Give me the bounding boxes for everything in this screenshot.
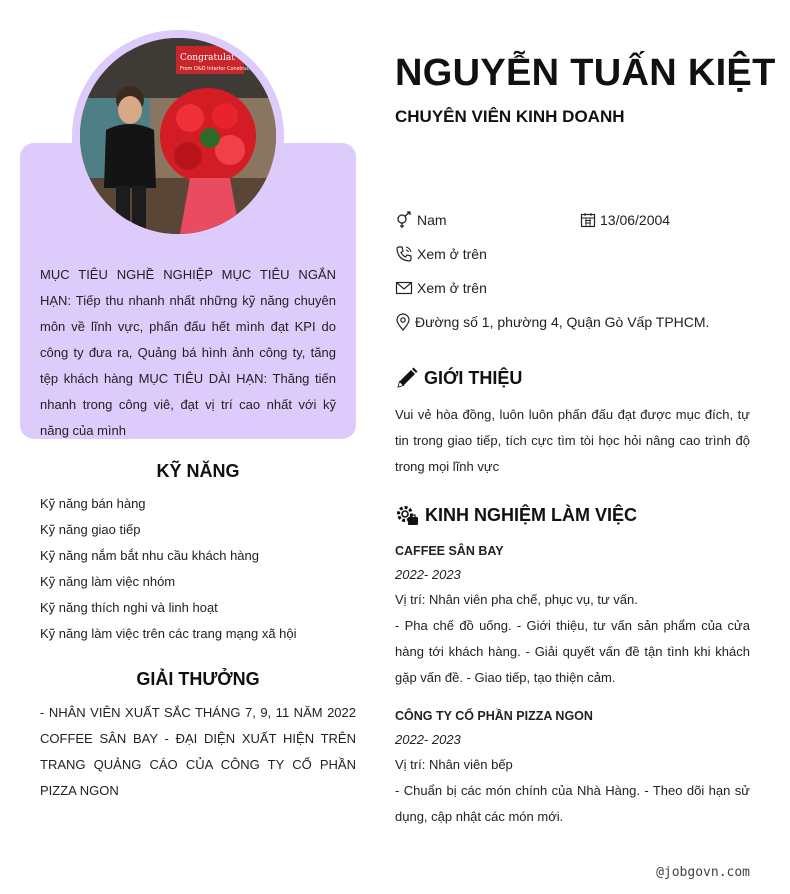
banner-text: Congratulat: [180, 53, 235, 63]
avatar-photo: [80, 38, 276, 234]
address-value: Đường số 1, phường 4, Quận Gò Vấp TPHCM.: [415, 314, 710, 330]
banner-subtext: From D&D Interior Construction: [180, 66, 259, 72]
phone-value: Xem ở trên: [417, 246, 487, 262]
phone-icon: [395, 245, 413, 263]
career-objective: MỤC TIÊU NGHỀ NGHIỆP MỤC TIÊU NGẮN HẠN: Tiếp thu nhanh nhất những kỹ năng chuyên môn về lĩnh vực, phấn đấu hết mình đạt KPI do công ty đưa ra, Quảng bá hình ảnh công ty, tăng tệp khách hàng MỤC TIÊU DÀI HẠN: Thăng tiến nhanh trong công viê, đạt vị trí cao nhất với kỹ năng của mình: [40, 267, 336, 438]
birthdate-value: 13/06/2004: [600, 212, 671, 228]
mail-icon: [395, 279, 413, 297]
experience-heading: [395, 503, 637, 528]
experience-item: [395, 541, 750, 691]
intro-text: Vui vẻ hòa đồng, luôn luôn phấn đấu đạt được mục đích, tự tin trong giao tiếp, tích cực tìm tòi học hỏi nâng cao trình độ trong mọi lĩnh vực: [395, 407, 750, 474]
experience-item: [395, 706, 750, 830]
candidate-name: NGUYỄN TUẤN KIỆT: [395, 52, 776, 94]
work-position: Vị trí: Nhân viên pha chế, phục vụ, tư vấn.: [395, 592, 638, 607]
job-title: CHUYÊN VIÊN KINH DOANH: [395, 107, 625, 126]
awards-text: - NHÂN VIÊN XUẤT SẮC THÁNG 7, 9, 11 NĂM 2022 COFFEE SÂN BAY - ĐẠI DIỆN XUẤT HIỆN TRÊN TRANG QUẢNG CÁO CỦA CÔNG TY CỔ PHẦN PIZZA NGON: [40, 705, 356, 798]
awards-title: GIẢI THƯỞNG: [136, 669, 260, 689]
work-details: - Pha chế đồ uống. - Giới thiệu, tư vấn sản phẩm của cửa hàng tới khách hàng. - Giải quyết vấn đề tận tình khi khách gặp vấn đề. - Giao tiếp, tạo thiện cảm.: [395, 618, 750, 685]
skills-list: [40, 491, 297, 647]
pencil-icon: [395, 366, 419, 390]
intro-title: GIỚI THIỆU: [424, 367, 523, 388]
experience-title: KINH NGHIỆM LÀM VIỆC: [425, 505, 638, 525]
company-name: CÔNG TY CỔ PHẦN PIZZA NGON: [395, 709, 593, 723]
skill-item: Kỹ năng thích nghi và linh hoạt: [40, 600, 218, 615]
footer-watermark: @jobgovn.com: [656, 865, 750, 880]
skill-item: Kỹ năng giao tiếp: [40, 522, 141, 537]
avatar: [80, 38, 276, 234]
location-pin-icon: [395, 313, 411, 331]
work-period: 2022- 2023: [395, 732, 461, 747]
intro-heading: [395, 366, 522, 390]
email-value: Xem ở trên: [417, 280, 487, 296]
skills-title: KỸ NĂNG: [156, 461, 240, 481]
calendar-icon: [580, 212, 596, 228]
gender-row: [395, 210, 447, 230]
company-name: CAFFEE SÂN BAY: [395, 544, 504, 558]
birthdate-row: [580, 210, 670, 230]
skill-item: Kỹ năng làm việc trên các trang mạng xã hội: [40, 626, 297, 641]
skill-item: Kỹ năng làm việc nhóm: [40, 574, 176, 589]
work-details: - Chuẩn bị các món chính của Nhà Hàng. - Theo dõi hạn sử dụng, cập nhật các món mới.: [395, 783, 750, 824]
gender-icon: [395, 211, 413, 229]
gear-briefcase-icon: [395, 503, 420, 528]
gender-value: Nam: [417, 212, 447, 228]
skill-item: Kỹ năng bán hàng: [40, 496, 146, 511]
address-row: [395, 312, 709, 332]
work-period: 2022- 2023: [395, 567, 461, 582]
skill-item: Kỹ năng nắm bắt nhu cầu khách hàng: [40, 548, 259, 563]
work-position: Vị trí: Nhân viên bếp: [395, 757, 513, 772]
phone-row: [395, 244, 487, 264]
email-row: [395, 278, 487, 298]
